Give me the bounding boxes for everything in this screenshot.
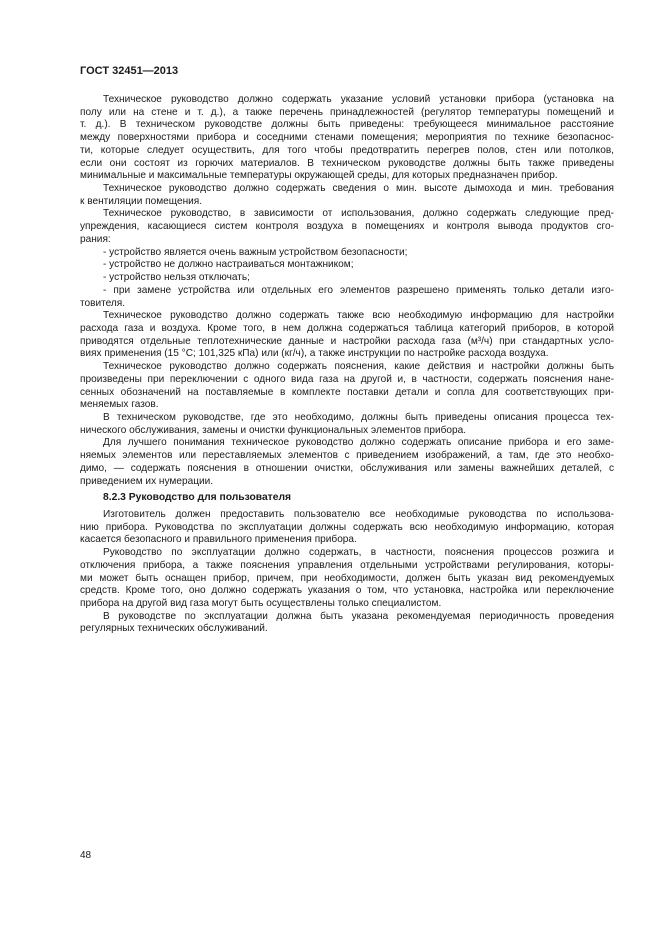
text-line: ти, которые следует осуществить, для того чтобы предотвратить перегрев полов, стен или потолков,: [80, 144, 614, 156]
text-line: произведены при переключении с одного вида газа на другой и, в частности, содержать пояснения нане-: [80, 373, 614, 385]
paragraph: [80, 310, 614, 361]
text-line: ми может быть оснащен прибор, причем, при необходимости, должен быть указан вид рекомендуемых: [80, 572, 614, 584]
paragraph: [80, 361, 614, 412]
text-line: Техническое руководство, в зависимости от использования, должно содержать следующие пред-: [103, 208, 614, 220]
text-line: Техническое руководство должно содержать также всю необходимую информацию для настройки: [103, 310, 614, 322]
section-before: [80, 94, 614, 488]
page-number: 48: [80, 850, 92, 861]
text-line: регулярных технических обслуживаний.: [80, 623, 268, 635]
text-line: рания:: [80, 233, 111, 245]
text-line: между поверхностями прибора и соседними стенами помещения; мероприятия по технике безопаснос-: [80, 132, 614, 144]
text-line: Для лучшего понимания техническое руководство должно содержать описание прибора и его заме-: [103, 437, 614, 449]
section-heading: 8.2.3 Руководство для пользователя: [103, 492, 291, 504]
text-line: нию прибора. Руководства по эксплуатации должны содержать всю необходимую информацию, которая: [80, 521, 614, 533]
text-line: Изготовитель должен предоставить пользователю все необходимые руководства по использова-: [103, 509, 614, 520]
text-line: если они состоят из горючих материалов. В техническом руководстве должны быть также приведены: [80, 157, 614, 169]
text-line: к вентиляции помещения.: [80, 195, 203, 207]
text-line: Техническое руководство должно содержать пояснения, какие действия и настройки должны быть: [103, 361, 614, 373]
paragraph: [80, 247, 614, 260]
text-line: В техническом руководстве, где это необходимо, должны быть приведены описания процесса тех-: [103, 411, 614, 423]
paragraph: [80, 547, 614, 611]
text-line: полу или на стене и т. д.), а также перечень принадлежностей (регулятор температуры помещений и: [80, 106, 614, 118]
text-line: В руководстве по эксплуатации должна быть указана рекомендуемая периодичность проведения: [103, 610, 614, 622]
paragraph: [80, 412, 614, 437]
text-line: нического обслуживания, замены и очистки функциональных элементов прибора.: [80, 424, 467, 436]
text-line: средств. Кроме того, оно должно содержать указания о том, что установка, настройка или переключение: [80, 585, 614, 597]
text-line: виях применения (15 °С; 101,325 кПа) или (кг/ч), а также инструкции по настройке расхода воздуха.: [80, 348, 549, 360]
paragraph: [80, 259, 614, 272]
text-line: Техническое руководство должно содержать указание условий установки прибора (установка на: [103, 94, 614, 105]
paragraph: [80, 94, 614, 183]
text-line: няемых элементов или переставляемых элементов с приведением изображений, а там, где это необхо-: [80, 450, 614, 462]
text-line: Руководство по эксплуатации должно содержать, в частности, пояснения процессов розжига и: [103, 547, 614, 559]
text-line: прибора на другой вид газа могут быть осуществлены только специалистом.: [80, 598, 442, 610]
text-line: т. д.). В техническом руководстве должны быть приведены: требующееся минимальное расстояние: [80, 119, 614, 131]
text-line: приводятся отдельные теплотехнические данные и настройки расхода газа (м³/ч) при стандартных усло-: [80, 335, 614, 347]
paragraph: [80, 183, 614, 208]
text-line: отключения прибора, а также пояснения управления отдельными устройствами регулирования, которы-: [80, 559, 614, 571]
paragraph: [80, 272, 614, 285]
paragraph: [80, 208, 614, 246]
text-line: приведением их нумерации.: [80, 475, 214, 487]
text-line: упреждения, касающиеся систем контроля воздуха в помещениях и контроля вывода продуктов сго-: [80, 221, 614, 233]
text-line: - устройство является очень важным устройством безопасности;: [103, 246, 408, 258]
text-line: - устройство нельзя отключать;: [103, 272, 250, 284]
text-line: - при замене устройства или отдельных его элементов разрешено применять только детали изго-: [103, 284, 614, 296]
paragraph: [80, 437, 614, 488]
text-line: минимальные и максимальные температуры окружающей среды, для которых предназначен прибор.: [80, 170, 558, 182]
text-line: касается безопасного и правильного применения прибора.: [80, 534, 357, 546]
text-line: - устройство не должно настраиваться монтажником;: [103, 259, 354, 271]
text-line: расхода газа и воздуха. Кроме того, в нем должна содержаться таблица категорий приборов, в которой: [80, 322, 614, 334]
document-header: ГОСТ 32451—2013: [80, 65, 179, 77]
text-line: сенных обозначений на поставляемые в комплекте поставки детали и сопла для соответствующих при-: [80, 386, 614, 398]
document-body: [80, 94, 614, 636]
text-line: товителя.: [80, 297, 126, 309]
paragraph: [80, 611, 614, 636]
text-line: меняемых газов.: [80, 399, 159, 411]
text-line: димо, — содержать пояснения в отношении очистки, обслуживания или замены важнейших деталей, с: [80, 462, 614, 474]
paragraph: [80, 285, 614, 310]
paragraph: [80, 509, 614, 547]
text-line: Техническое руководство должно содержать сведения о мин. высоте дымохода и мин. требования: [103, 183, 614, 195]
section-after: [80, 509, 614, 636]
